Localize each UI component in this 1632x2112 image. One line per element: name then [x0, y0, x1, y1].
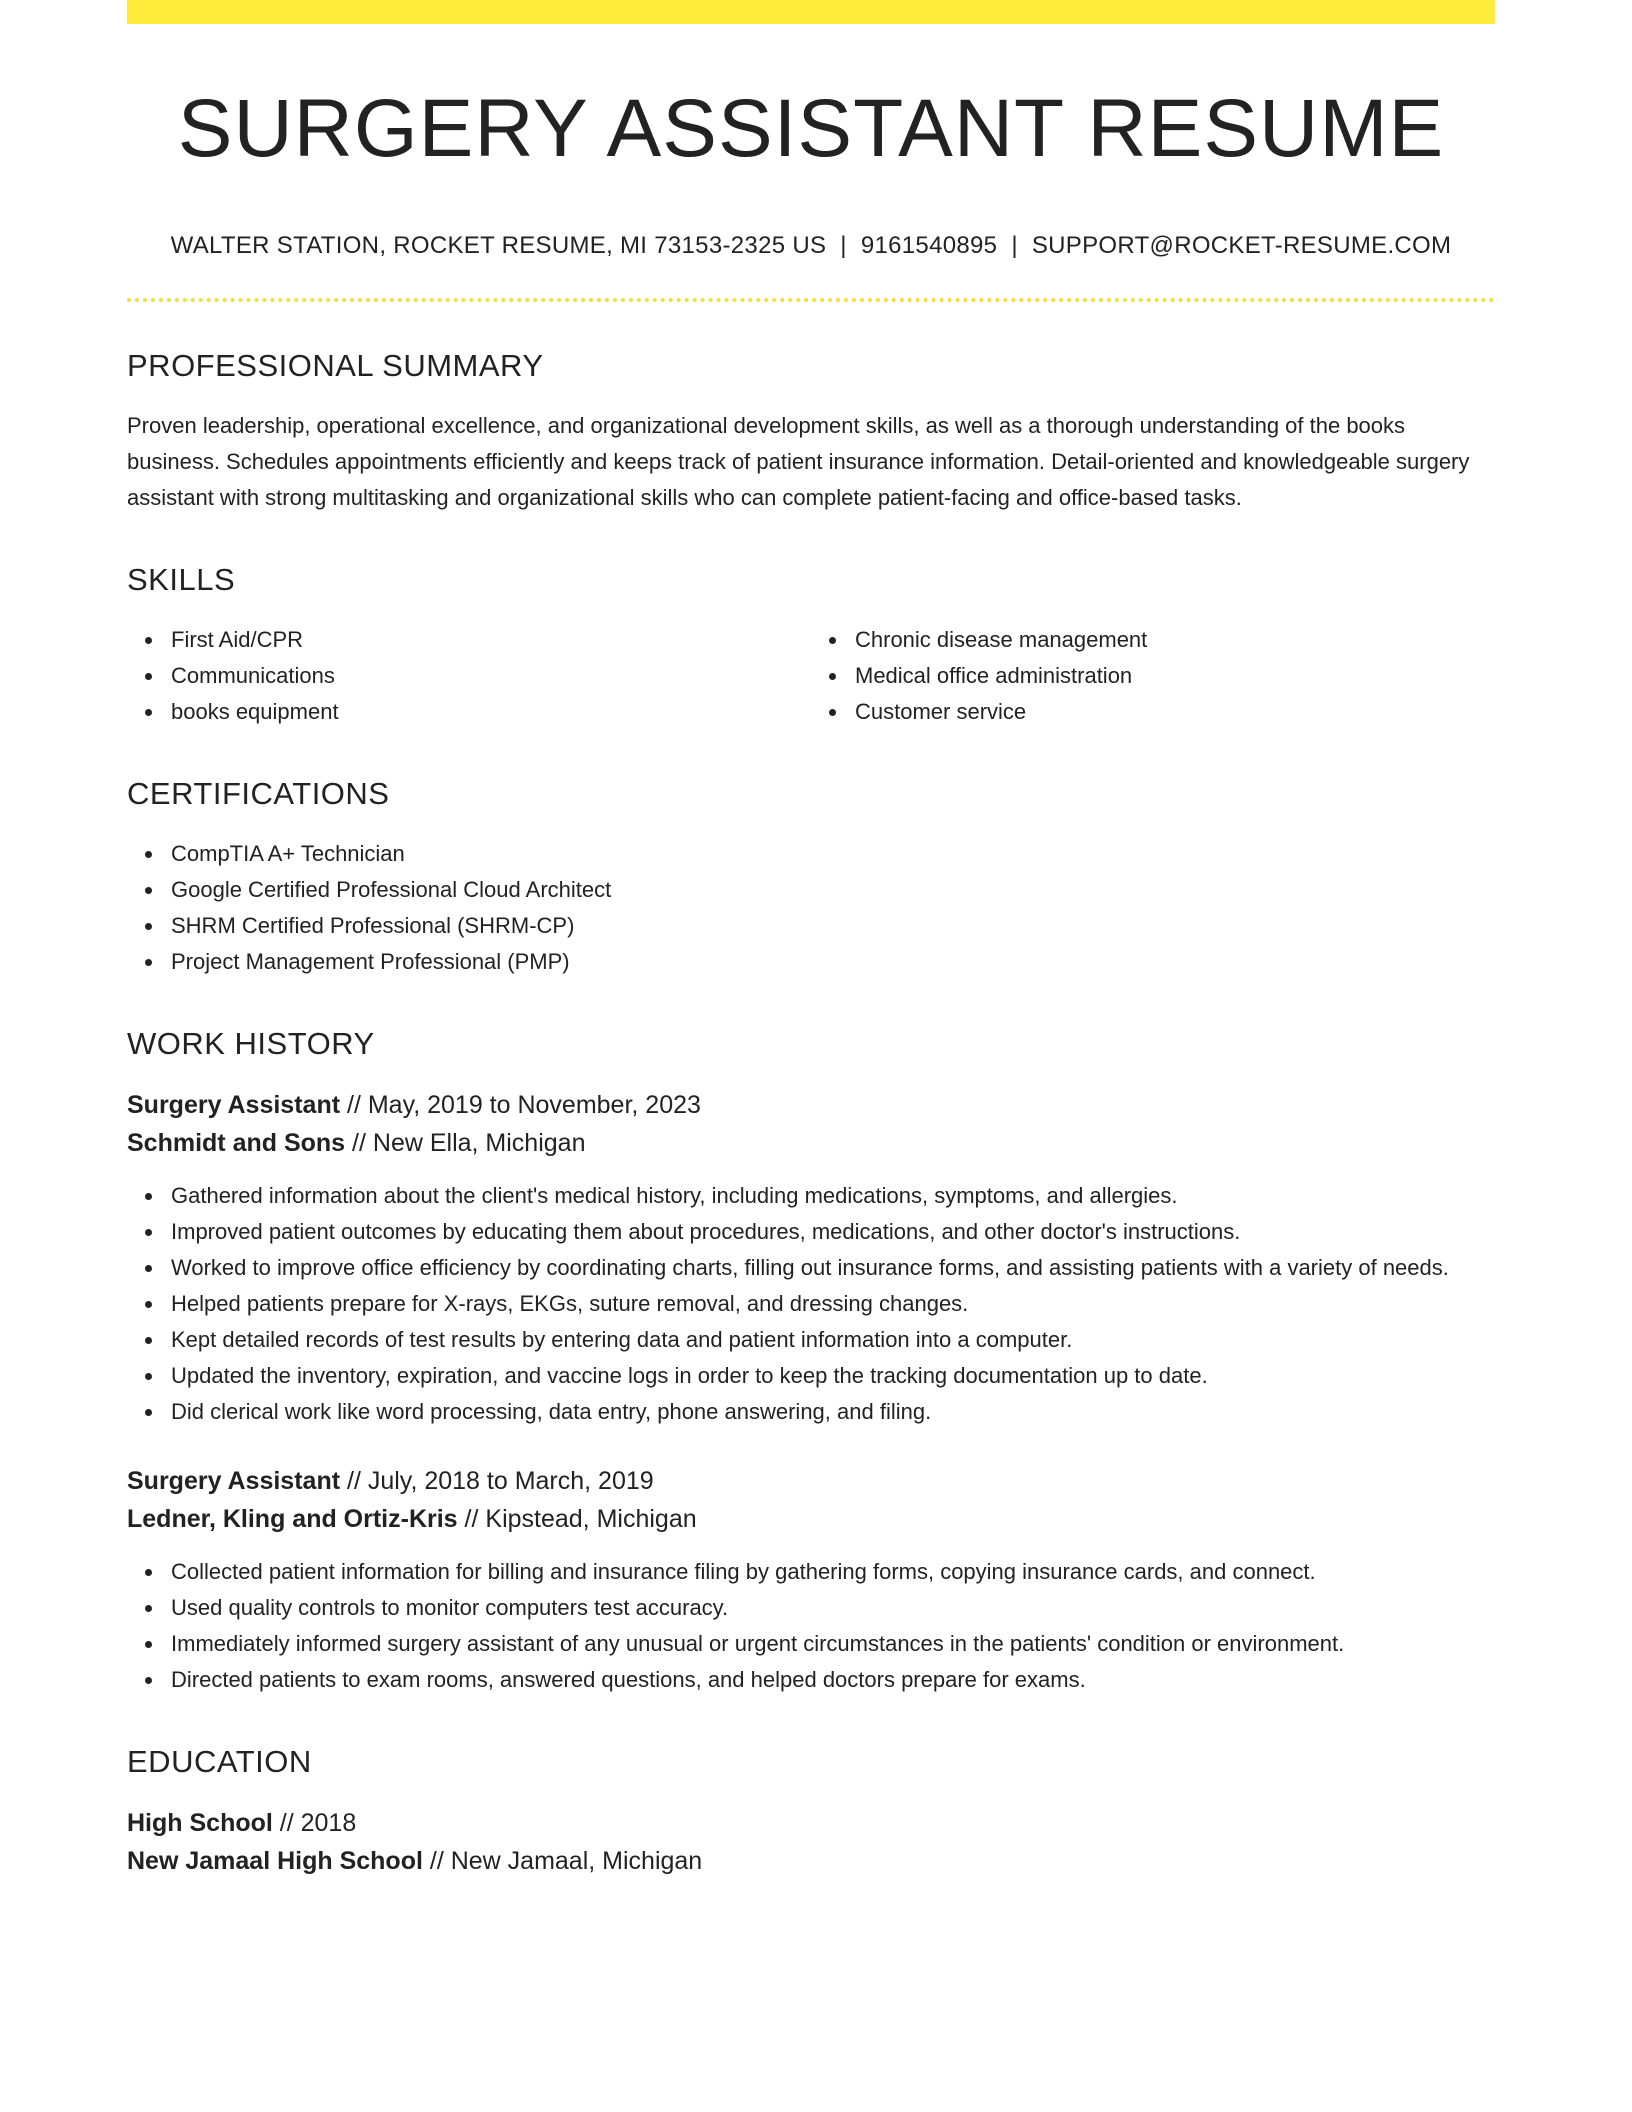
skills-heading: SKILLS: [127, 562, 236, 598]
job-duty: Updated the inventory, expiration, and vaccine logs in order to keep the tracking documentation up to date.: [171, 1358, 1495, 1394]
skills-column-left: [127, 622, 811, 730]
contact-address: WALTER STATION, ROCKET RESUME, MI 73153-2325 US: [170, 232, 827, 260]
education-location: New Jamaal, Michigan: [450, 1847, 703, 1876]
job-company-line: [127, 1500, 1495, 1538]
job-duty: Did clerical work like word processing, data entry, phone answering, and filing.: [171, 1394, 1495, 1430]
contact-email[interactable]: SUPPORT@ROCKET-RESUME.COM: [1031, 232, 1452, 260]
work-history-heading: WORK HISTORY: [127, 1026, 375, 1062]
contact-separator: |: [1011, 232, 1018, 260]
contact-line: [127, 232, 1495, 260]
job-company-line: [127, 1124, 1495, 1162]
education-school-line: [127, 1842, 1495, 1880]
job-location: New Ella, Michigan: [372, 1129, 586, 1158]
skill-item: Medical office administration: [855, 658, 1495, 694]
skill-item: First Aid/CPR: [171, 622, 811, 658]
skill-item: Chronic disease management: [855, 622, 1495, 658]
certification-item: CompTIA A+ Technician: [171, 836, 1495, 872]
delimiter: //: [340, 1091, 368, 1120]
resume-page: [127, 0, 1495, 1880]
education-entry: [127, 1804, 1495, 1880]
education-school: New Jamaal High School: [127, 1847, 423, 1876]
job-duty: Used quality controls to monitor computers test accuracy.: [171, 1590, 1495, 1626]
job-dates: May, 2019 to November, 2023: [367, 1091, 701, 1120]
job-duty: Kept detailed records of test results by entering data and patient information into a computer.: [171, 1322, 1495, 1358]
contact-separator: |: [840, 232, 847, 260]
delimiter: //: [345, 1129, 373, 1158]
job-role: Surgery Assistant: [127, 1091, 341, 1120]
job-entry: [127, 1086, 1495, 1430]
job-dates: July, 2018 to March, 2019: [367, 1467, 654, 1496]
job-company: Schmidt and Sons: [127, 1129, 346, 1158]
education-degree: High School: [127, 1809, 273, 1838]
education-heading: EDUCATION: [127, 1744, 312, 1780]
job-location: Kipstead, Michigan: [485, 1505, 697, 1534]
summary-heading: PROFESSIONAL SUMMARY: [127, 348, 544, 384]
delimiter: //: [422, 1847, 451, 1876]
job-duty: Improved patient outcomes by educating them about procedures, medications, and other doctor's instructions.: [171, 1214, 1495, 1250]
resume-title: SURGERY ASSISTANT RESUME: [177, 83, 1445, 174]
skill-item: books equipment: [171, 694, 811, 730]
job-title-line: [127, 1086, 1495, 1124]
job-title-line: [127, 1462, 1495, 1500]
certifications-list: [127, 836, 1495, 980]
job-duties-list: [127, 1178, 1495, 1430]
job-duty: Helped patients prepare for X-rays, EKGs, suture removal, and dressing changes.: [171, 1286, 1495, 1322]
job-duty: Immediately informed surgery assistant of any unusual or urgent circumstances in the patients' condition or environment.: [171, 1626, 1495, 1662]
job-company: Ledner, Kling and Ortiz-Kris: [127, 1505, 458, 1534]
job-duty: Worked to improve office efficiency by coordinating charts, filling out insurance forms, and assisting patients with a variety of needs.: [171, 1250, 1495, 1286]
delimiter: //: [340, 1467, 368, 1496]
skills-list: [127, 622, 1495, 730]
skills-column-right: [811, 622, 1495, 730]
education-year: 2018: [300, 1809, 357, 1838]
skill-item: Communications: [171, 658, 811, 694]
job-role: Surgery Assistant: [127, 1467, 341, 1496]
job-duties-list: [127, 1554, 1495, 1698]
contact-phone: 9161540895: [860, 232, 998, 260]
certifications-heading: CERTIFICATIONS: [127, 776, 390, 812]
job-duty: Gathered information about the client's medical history, including medications, symptoms, and allergies.: [171, 1178, 1495, 1214]
header-divider: [127, 298, 1495, 302]
certification-item: Project Management Professional (PMP): [171, 944, 1495, 980]
certification-item: Google Certified Professional Cloud Architect: [171, 872, 1495, 908]
accent-bar: [127, 0, 1495, 24]
delimiter: //: [272, 1809, 301, 1838]
certification-item: SHRM Certified Professional (SHRM-CP): [171, 908, 1495, 944]
job-entry: [127, 1462, 1495, 1698]
job-duty: Collected patient information for billing and insurance filing by gathering forms, copying insurance cards, and connect.: [171, 1554, 1495, 1590]
education-degree-line: [127, 1804, 1495, 1842]
delimiter: //: [457, 1505, 486, 1534]
summary-text: Proven leadership, operational excellence, and organizational development skills, as well as a thorough understanding of the books business. Schedules appointments efficiently and keeps track of patient insurance information. Detail-oriented and knowledgeable surgery assistant with strong multitasking and organizational skills who can complete patient-facing and office-based tasks.: [127, 413, 1470, 511]
skill-item: Customer service: [855, 694, 1495, 730]
job-duty: Directed patients to exam rooms, answered questions, and helped doctors prepare for exams.: [171, 1662, 1495, 1698]
